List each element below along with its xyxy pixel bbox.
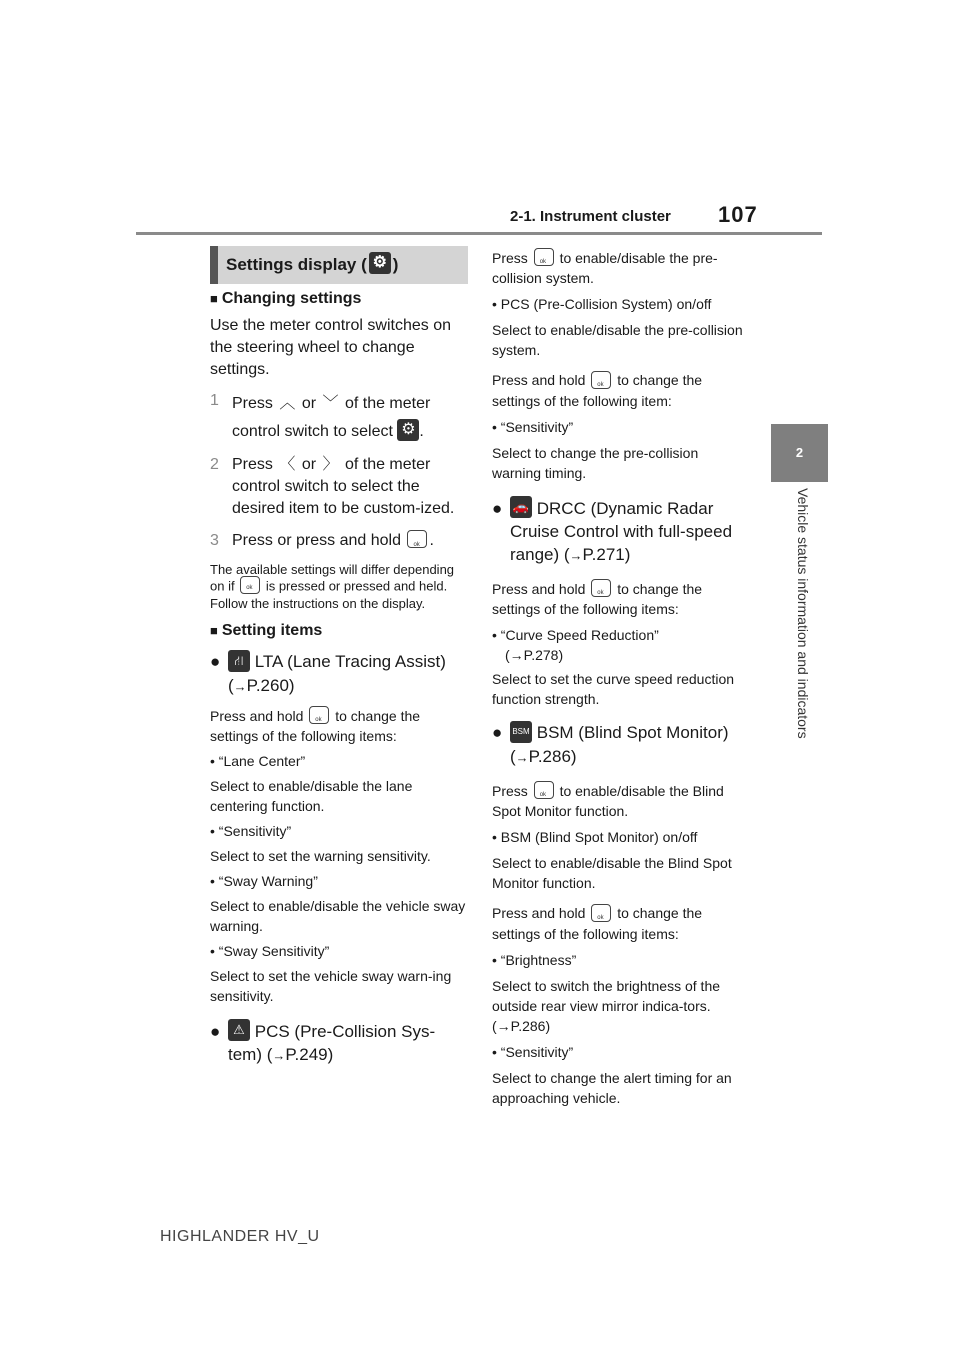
settings-display-heading — [210, 246, 468, 284]
pcs-item-2: • “Sensitivity” — [492, 418, 574, 435]
ok-button-icon — [309, 706, 329, 724]
pcs-press-b: to enable/disable the pre-collision system. — [492, 250, 718, 287]
step-1 — [210, 390, 468, 446]
step-1-or: or — [301, 395, 317, 412]
drcc-hold-b: to change the settings of the following items: — [492, 581, 703, 618]
bsm-item-1-desc: Select to enable/disable the Blind Spot Monitor function. — [492, 855, 732, 892]
heading-text: Settings display ( — [226, 255, 367, 274]
step-1-b: of the meter control switch to select — [232, 395, 431, 440]
lta-item-3: • “Sway Warning” — [210, 872, 318, 889]
heading-text-end: ) — [392, 255, 399, 274]
chevron-left-icon: 〈 — [279, 456, 296, 473]
lta-ref: P.260) — [246, 675, 295, 695]
pre-collision-icon: ⚠ — [228, 1019, 250, 1041]
lta-item-2: • “Sensitivity” — [210, 822, 292, 839]
drcc-hold-a: Press and hold — [492, 581, 586, 598]
lane-tracing-icon: ⛙ — [228, 650, 250, 672]
bsm-item-2-desc: Select to switch the brightness of the outside rear view mirror indica-tors. (→P.286) — [492, 977, 721, 1034]
bsm-title-text: BSM (Blind Spot Monitor) — [536, 723, 729, 743]
pcs-hold — [492, 370, 748, 410]
step-3-text: Press or press and hold ok . — [232, 530, 434, 552]
pcs-title-a: PCS (Pre-Collision Sys- — [254, 1021, 436, 1041]
bsm-hold-a: Press and hold — [492, 905, 586, 922]
step-1-a: Press — [232, 395, 273, 412]
lta-item-2-desc: Select to set the warning sensitivity. — [210, 847, 431, 864]
chapter-title-vertical — [771, 488, 828, 808]
ok-button-icon — [534, 248, 554, 266]
step-1-text: Press ︿ or ﹀ of the meter control switch to select ⚙ . — [232, 390, 468, 446]
step-2-a: Press — [232, 456, 273, 473]
setting-items-heading: ■ Setting items — [210, 622, 323, 639]
step-3-label: Press or press and hold — [232, 532, 401, 549]
right-column — [492, 248, 748, 1108]
drcc-hold — [492, 579, 748, 619]
step-number: 1 — [210, 392, 219, 409]
note-b: is pressed or pressed and held. Follow the instructions on the display. — [210, 578, 448, 611]
bsm-press — [492, 781, 748, 821]
bsm-item-1: • BSM (Blind Spot Monitor) on/off — [492, 829, 698, 846]
drcc-item-1-desc: Select to set the curve speed reduction function strength. — [492, 671, 735, 708]
bsm-ref: P.286) — [528, 746, 577, 766]
pcs-press — [492, 248, 748, 288]
chevron-right-icon: 〉 — [322, 456, 339, 473]
bsm-item-3-desc: Select to change the alert timing for an approaching vehicle. — [492, 1069, 732, 1106]
pcs-title: ● ⚠ PCS (Pre-Collision Sys- tem) (→P.249) — [210, 1020, 468, 1068]
pcs-item-2-desc: Select to change the pre-collision warning timing. — [492, 444, 699, 481]
chapter-title: Vehicle status information and indicators — [795, 488, 811, 739]
page-number: 107 — [718, 202, 758, 227]
setting-items-title: Setting items — [221, 622, 323, 639]
chevron-down-icon: ﹀ — [322, 395, 339, 412]
radar-cruise-icon: 🚗 — [510, 496, 532, 518]
step-2-or: or — [301, 456, 317, 473]
lta-title: ● ⛙ LTA (Lane Tracing Assist) (→P.260) — [210, 650, 468, 698]
pcs-item-1-desc: Select to enable/disable the pre-collision system. — [492, 322, 743, 359]
changing-settings-heading: ■ Changing settings — [210, 290, 362, 307]
ok-button-icon — [407, 530, 427, 548]
lta-item-4: • “Sway Sensitivity” — [210, 942, 330, 959]
lta-title-text: LTA (Lane Tracing Assist) — [254, 652, 446, 671]
pcs-hold-b: to change the settings of the following item: — [492, 372, 703, 409]
ok-button-icon — [591, 904, 611, 922]
step-2-text — [232, 454, 468, 520]
drcc-item-1-ref: (→P.278) — [505, 647, 564, 664]
bsm-item-3: • “Sensitivity” — [492, 1043, 574, 1060]
drcc-title: ● 🚗 DRCC (Dynamic Radar Cruise Control with full-speed range) (→P.271) — [492, 497, 748, 568]
gear-icon: ⚙ — [369, 252, 391, 274]
bsm-item-2: • “Brightness” — [492, 951, 577, 968]
left-column — [210, 246, 468, 1067]
lta-press-a: Press and hold — [210, 707, 304, 724]
bsm-hold — [492, 903, 748, 943]
drcc-title-text: DRCC (Dynamic Radar Cruise Control with full-speed range) ( — [510, 498, 733, 565]
lta-press-hold — [210, 706, 468, 746]
ok-button-icon — [591, 579, 611, 597]
step-number: 2 — [210, 456, 219, 473]
chevron-up-icon: ︿ — [279, 395, 296, 412]
lta-item-1-desc: Select to enable/disable the lane centering function. — [210, 777, 413, 814]
pcs-hold-a: Press and hold — [492, 372, 586, 389]
pcs-ref: P.249) — [285, 1045, 334, 1065]
header-rule — [136, 232, 822, 235]
lta-press-b: to change the settings of the following items: — [210, 707, 421, 744]
step-3 — [210, 530, 468, 552]
ok-button-icon — [534, 781, 554, 799]
chapter-tab: 2 — [771, 424, 828, 482]
gear-icon: ⚙ — [397, 419, 419, 441]
drcc-item-1: • “Curve Speed Reduction” — [492, 627, 659, 644]
pcs-press-a: Press — [492, 250, 528, 266]
step-2 — [210, 454, 468, 520]
lta-item-4-desc: Select to set the vehicle sway warn-ing sensitivity. — [210, 967, 452, 1004]
bsm-hold-b: to change the settings of the following items: — [492, 905, 703, 942]
note — [210, 562, 468, 612]
drcc-ref: P.271) — [582, 545, 631, 565]
ok-button-icon — [240, 576, 260, 594]
note-a: The available settings will differ depending on if — [210, 562, 455, 594]
bsm-press-b: to enable/disable the Blind Spot Monitor function. — [492, 782, 724, 820]
lta-item-3-desc: Select to enable/disable the vehicle sway warning. — [210, 897, 466, 934]
changing-settings-intro: Use the meter control switches on the steering wheel to change settings. — [210, 317, 451, 378]
step-number: 3 — [210, 532, 219, 549]
section-title: 2-1. Instrument cluster — [510, 208, 671, 225]
ok-button-icon — [591, 371, 611, 389]
footer-model: HIGHLANDER HV_U — [160, 1228, 320, 1245]
step-2-b: of the meter control switch to select the desired item to be custom-ized. — [232, 456, 455, 517]
bsm-press-a: Press — [492, 782, 528, 799]
pcs-title-b: tem) ( — [228, 1045, 273, 1065]
pcs-item-1: • PCS (Pre-Collision System) on/off — [492, 296, 712, 313]
blind-spot-icon: BSM — [510, 721, 532, 743]
lta-item-1: • “Lane Center” — [210, 752, 306, 769]
bsm-title: ● BSM BSM (Blind Spot Monitor) (→P.286) — [492, 721, 748, 769]
changing-settings-title: Changing settings — [221, 290, 362, 307]
